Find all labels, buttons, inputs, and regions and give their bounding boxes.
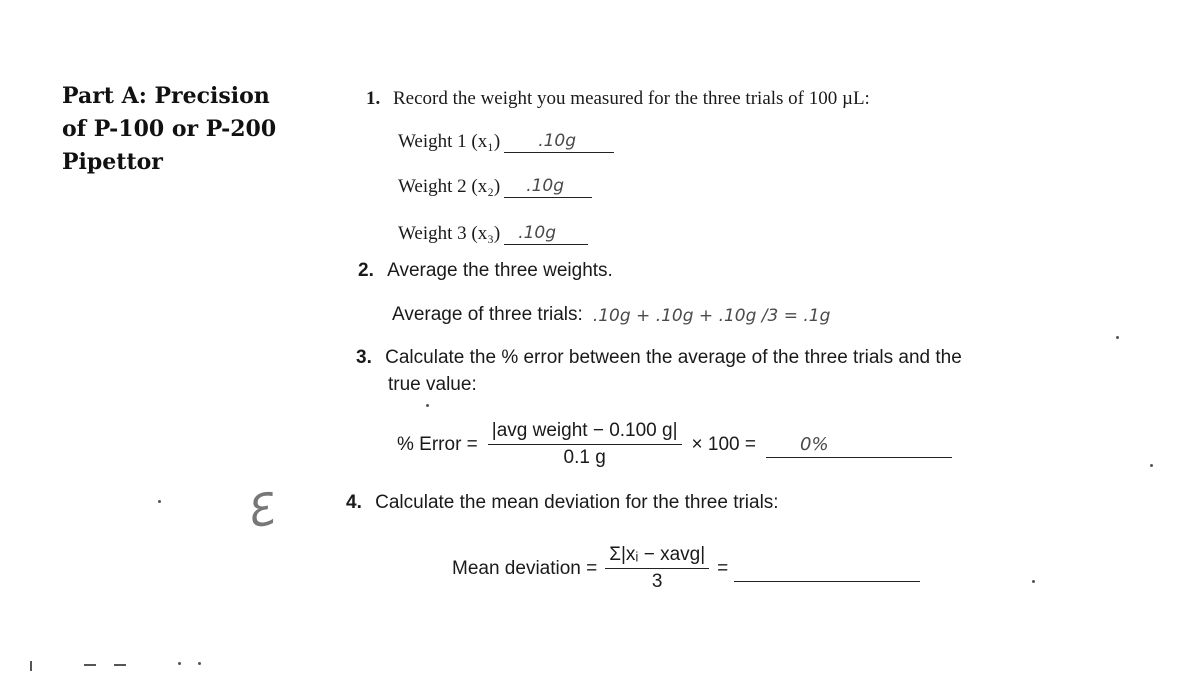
question-2-text: Average the three weights. — [387, 260, 613, 281]
weight-2-label: Weight 2 (x₂) — [398, 176, 501, 197]
scan-speck — [1032, 580, 1035, 583]
scan-speck — [426, 404, 429, 407]
question-3-number: 3. — [356, 347, 372, 368]
percent-error-lhs: % Error = — [397, 433, 478, 455]
question-3-text-line1: Calculate the % error between the average of the three trials and the — [385, 347, 962, 368]
weight-3-row — [398, 222, 588, 245]
average-label: Average of three trials: — [392, 304, 583, 325]
average-row — [392, 304, 830, 326]
weight-1-row — [398, 130, 614, 153]
mean-deviation-field[interactable] — [734, 555, 920, 582]
weight-1-answer: .10g — [538, 131, 577, 151]
margin-handwritten-mark: Ɛ — [241, 484, 278, 539]
mean-deviation-fraction — [605, 544, 709, 593]
question-4-text: Calculate the mean deviation for the three trials: — [375, 492, 779, 513]
question-3-text-line2: true value: — [388, 374, 477, 395]
scan-speck — [178, 662, 181, 665]
scan-speck — [1150, 464, 1153, 467]
percent-error-times: × 100 = — [691, 433, 756, 455]
question-1 — [366, 88, 870, 110]
average-answer: .10g + .10g + .10g /3 = .1g — [592, 306, 831, 326]
weight-3-field[interactable] — [504, 222, 588, 245]
percent-error-fraction — [488, 420, 682, 469]
question-2 — [358, 260, 613, 282]
percent-error-answer: 0% — [800, 434, 829, 455]
weight-1-label: Weight 1 (x₁) — [398, 131, 501, 152]
mean-deviation-equals: = — [717, 557, 729, 579]
percent-error-denominator: 0.1 g — [563, 447, 606, 468]
question-3 — [356, 344, 962, 398]
percent-error-numerator: |avg weight − 0.100 g| — [488, 420, 682, 445]
percent-error-field[interactable] — [766, 431, 952, 458]
weight-2-row — [398, 175, 592, 198]
weight-3-answer: .10g — [518, 223, 557, 243]
question-4 — [346, 492, 779, 514]
mean-deviation-equation — [452, 544, 920, 593]
percent-error-equation — [397, 420, 952, 469]
scan-mark — [114, 664, 126, 666]
question-2-number: 2. — [358, 260, 374, 281]
section-title: Part A: Precision of P-100 or P-200 Pipettor — [62, 83, 277, 175]
mean-deviation-lhs: Mean deviation = — [452, 557, 598, 579]
scan-speck — [1116, 336, 1119, 339]
question-4-number: 4. — [346, 492, 362, 513]
scan-speck — [158, 500, 161, 503]
scan-mark — [30, 661, 32, 671]
scan-speck — [198, 662, 201, 665]
weight-1-field[interactable] — [504, 130, 614, 153]
weight-3-label: Weight 3 (x₃) — [398, 223, 501, 244]
weight-2-answer: .10g — [526, 176, 565, 196]
question-1-number: 1. — [366, 88, 381, 109]
weight-2-field[interactable] — [504, 175, 592, 198]
mean-deviation-numerator: Σ|xᵢ − xavg| — [605, 544, 709, 569]
question-1-text: Record the weight you measured for the three trials of 100 µL: — [393, 88, 870, 109]
scan-mark — [84, 664, 96, 666]
mean-deviation-denominator: 3 — [651, 571, 663, 592]
